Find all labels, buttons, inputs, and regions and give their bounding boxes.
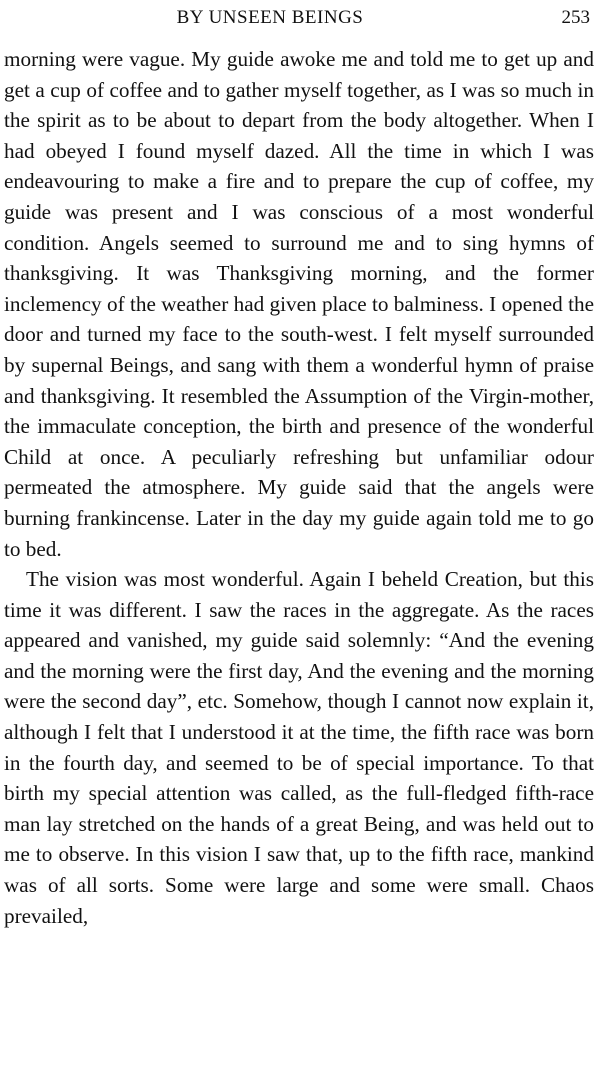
paragraph-vision: The vision was most wonderful. Again I beheld Creation, but this time it was different. I saw the races in the aggregate. As the races appeared and vanished, my guide said solemnly: “And the evening and the morning were the first day, And the evening and the morning were the second day”, etc. Somehow, though I cannot now explain it, although I felt that I understood it at the time, the fifth race was born in the fourth day, and seemed to be of special importance. To that birth my special attention was called, as the full-fledged fifth-race man lay stretched on the hands of a great Being, and was held out to me to observe. In this vision I saw that, up to the fifth race, mankind was of all sorts. Some were large and some were small. Chaos prevailed, bbox=[4, 567, 594, 928]
page-number: 253 bbox=[561, 7, 590, 28]
paragraph-continued: morning were vague. My guide awoke me and told me to get up and get a cup of coffee and to gather myself together, as I was so much in the spirit as to be about to depart from the body altogether. When I had obeyed I found myself dazed. All the time in which I was endeavouring to make a fire and to prepare the cup of coffee, my guide was present and I was conscious of a most wonderful condition. Angels seemed to surround me and to sing hymns of thanksgiving. It was Thanksgiving morning, and the former inclemency of the weather had given place to balminess. I opened the door and turned my face to the south-west. I felt myself surrounded by supernal Beings, and sang with them a wonderful hymn of praise and thanksgiving. It resembled the Assumption of the Virgin-mother, the immaculate conception, the birth and presence of the wonderful Child at once. A peculiarly refreshing but unfamiliar odour permeated the atmosphere. My guide said that the angels were burning frankincense. Later in the day my guide again told me to go to bed. bbox=[4, 47, 594, 561]
body-text bbox=[4, 44, 594, 931]
page-header bbox=[0, 4, 600, 32]
running-head: BY UNSEEN BEINGS bbox=[176, 7, 364, 28]
